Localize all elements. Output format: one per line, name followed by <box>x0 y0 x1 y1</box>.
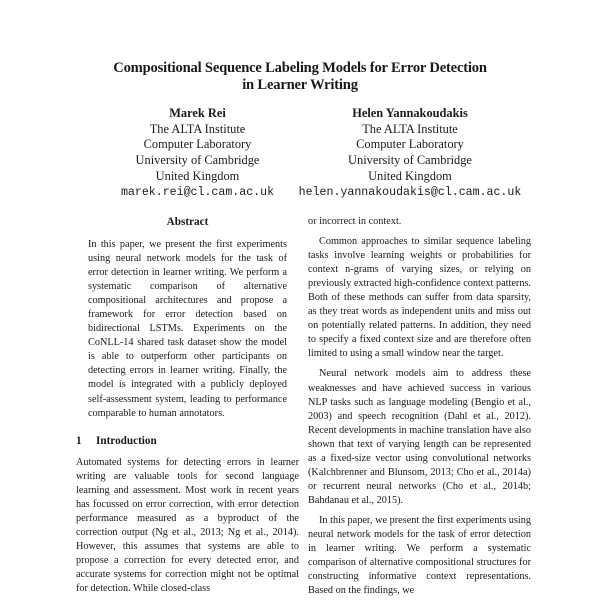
author-affiliation: University of Cambridge <box>135 153 260 168</box>
author-email: helen.yannakoudakis@cl.cam.ac.uk <box>298 185 522 199</box>
body-paragraph: Common approaches to similar sequence labeling tasks involve learning weights or probabilities for context n-grams of varying sizes, or relying on previously extracted high-confidence context patterns. Both of these methods can suffer from data sparsity, as they treat words as independent units and miss out on potentially related patterns. In addition, they need to specify a fixed context size and are therefore often limited to using a small window near the target. <box>308 236 531 360</box>
continued-paragraph: or incorrect in context. <box>308 216 402 227</box>
author-affiliation: The ALTA Institute <box>149 121 246 136</box>
section-title: Introduction <box>96 434 157 447</box>
section-number: 1 <box>76 434 82 447</box>
author-affiliation: United Kingdom <box>155 168 240 183</box>
author-affiliation: United Kingdom <box>368 168 452 183</box>
body-paragraph: In this paper, we present the first experiments using neural network models for the task of error detection in learner writing. We perform a systematic comparison of alternative compositional structures for constructing informative context representations. Based on the findings, we <box>308 514 531 597</box>
author-name: Helen Yannakoudakis <box>352 106 468 120</box>
author-affiliation: Computer Laboratory <box>356 137 464 152</box>
abstract-heading: Abstract <box>166 216 209 228</box>
author-email: marek.rei@cl.cam.ac.uk <box>120 185 275 199</box>
author-affiliation: The ALTA Institute <box>362 121 458 136</box>
intro-paragraph-1: Automated systems for detecting errors in learner writing are valuable tools for second language learning and assessment. Most work in recent years has focussed on error correction, with error detection performance measured as a byproduct of the correction output (Ng et al., 2013; Ng et al., 2014). However, this assumes that systems are able to propose a correction for every detected error, and accurate systems for correction might not be optimal for detection. While closed-class <box>76 456 299 595</box>
body-paragraph: Neural network models aim to address these weaknesses and have achieved success in various NLP tasks such as language modeling (Bengio et al., 2003) and speech recognition (Dahl et al., 2012). Recent developments in machine translation have also shown that text of varying length can be represented as a fixed-size vector using convolutional networks (Kalchbrenner and Blunsom, 2013; Cho et al., 2014a) or recurrent neural networks (Cho et al., 2014b; Bahdanau et al., 2015). <box>308 368 531 506</box>
abstract-text: In this paper, we present the first experiments using neural network models for the task of error detection in learner writing. We perform a systematic comparison of alternative compositional architectures and propose a framework for error detection based on bidirectional LSTMs. Experiments on the CoNLL-14 shared task dataset show the model is able to outperform other participants on detecting errors in learner writing. Finally, the model is integrated with a publicly deployed self-assessment system, leading to performance comparable to human annotators. <box>88 239 287 419</box>
author-affiliation: Computer Laboratory <box>143 137 252 152</box>
left-column <box>76 215 299 596</box>
author-affiliation: University of Cambridge <box>348 153 472 168</box>
author-block-1 <box>95 106 300 200</box>
paper-title <box>60 60 540 94</box>
author-block-2 <box>285 106 535 200</box>
author-name: Marek Rei <box>169 106 226 120</box>
section-heading-introduction <box>76 434 299 448</box>
title-line-1: Compositional Sequence Labeling Models for Error Detection <box>113 60 487 76</box>
title-line-2: in Learner Writing <box>242 77 358 93</box>
right-column <box>308 215 531 598</box>
